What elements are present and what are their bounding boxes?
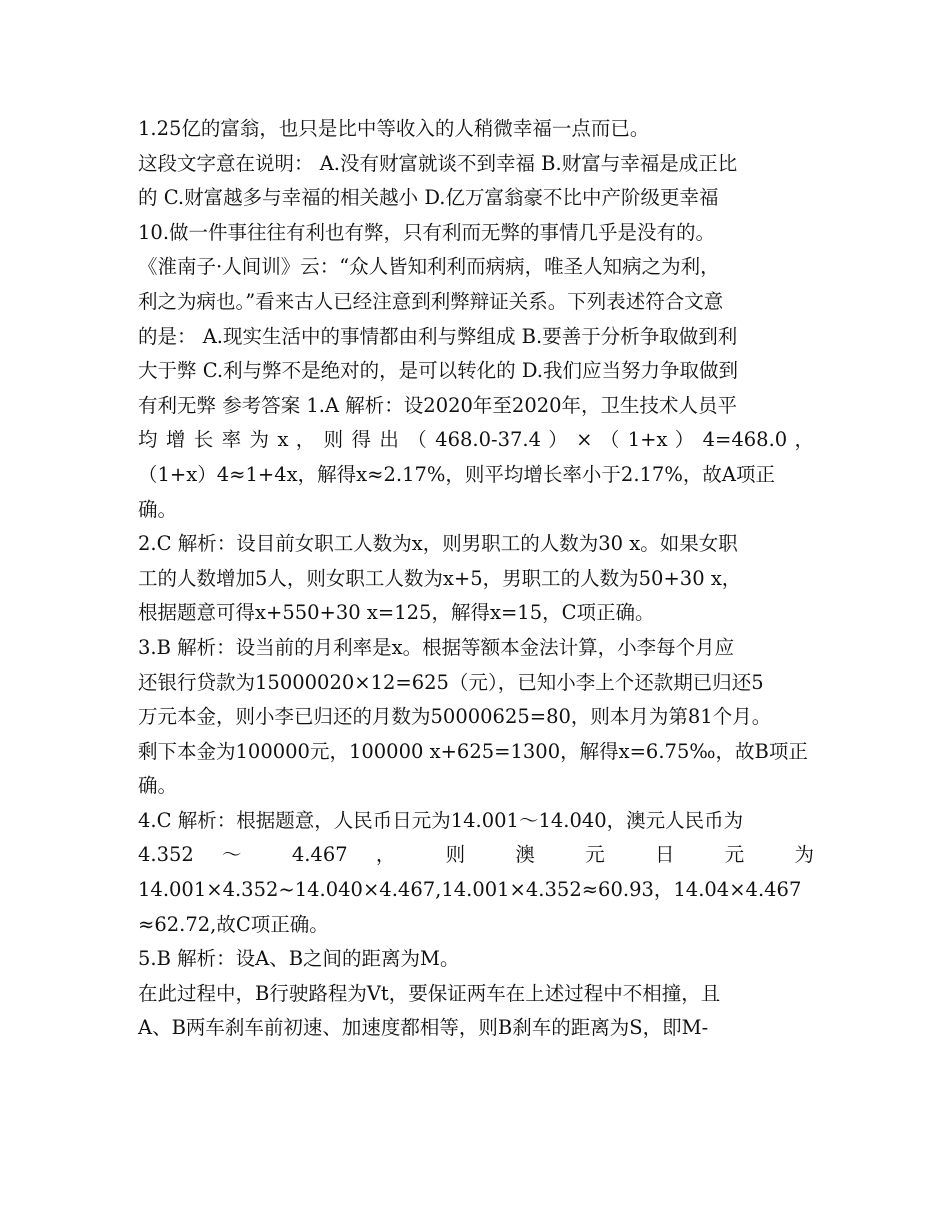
text-line: 10.做一件事往往有利也有弊，只有利而无弊的事情几乎是没有的。 <box>138 220 716 244</box>
text-line: 的是： A.现实生活中的事情都由利与弊组成 B.要善于分析争取做到利 <box>138 324 738 348</box>
text-line: 3.B 解析：设当前的月利率是x。根据等额本金法计算，小李每个月应 <box>138 635 735 659</box>
text-line: 《淮南子·人间训》云：“众人皆知利利而病病，唯圣人知病之为利， <box>138 255 720 279</box>
document-body <box>138 112 814 1046</box>
text-line: 万元本金，则小李已归还的月数为50000625=80，则本月为第81个月。 <box>138 705 772 729</box>
text-line: 确。 <box>138 497 178 521</box>
text-line: 14.001×4.352~14.040×4.467,14.001×4.352≈60.93，14.04×4.467 <box>138 878 802 902</box>
text-line: 5.B 解析：设A、B之间的距离为M。 <box>138 947 460 971</box>
text-line: 的 C.财富越多与幸福的相关越小 D.亿万富翁豪不比中产阶级更幸福 <box>138 186 719 210</box>
text-line: 4.C 解析：根据题意，人民币日元为14.001～14.040，澳元人民币为 <box>138 808 744 832</box>
text-line: 均 增 长 率 为 x ， 则 得 出 （ 468.0-37.4 ） × （ 1+x ） 4=468.0 ， <box>138 428 814 452</box>
text-line: 工的人数增加5人，则女职工人数为x+5，男职工的人数为50+30 x， <box>138 566 742 590</box>
text-line: 利之为病也。”看来古人已经注意到利弊辩证关系。下列表述符合文意 <box>138 289 724 313</box>
text-line: 根据题意可得x+550+30 x=125，解得x=15，C项正确。 <box>138 601 655 625</box>
text-line: 确。 <box>138 774 178 798</box>
text-line: 剩下本金为100000元，100000 x+625=1300，解得x=6.75‰，故B项正 <box>138 739 808 763</box>
text-line: 4.352 ～ 4.467 ， 则 澳 元 日 元 为 <box>138 843 814 867</box>
text-line: 大于弊 C.利与弊不是绝对的，是可以转化的 D.我们应当努力争取做到 <box>138 359 738 383</box>
text-line: 还银行贷款为15000020×12=625（元），已知小李上个还款期已归还5 <box>138 670 764 694</box>
text-line: 2.C 解析：设目前女职工人数为x，则男职工的人数为30 x。如果女职 <box>138 532 738 556</box>
text-line: 1.25亿的富翁，也只是比中等收入的人稍微幸福一点而已。 <box>138 117 650 140</box>
text-line: 有利无弊 参考答案 1.A 解析：设2020年至2020年，卫生技术人员平 <box>138 393 738 417</box>
text-line: 在此过程中，B行驶路程为Vt，要保证两车在上述过程中不相撞，且 <box>138 981 721 1005</box>
text-line: ≈62.72,故C项正确。 <box>138 912 329 936</box>
text-line: （1+x）4≈1+4x，解得x≈2.17%，则平均增长率小于2.17%，故A项正 <box>138 462 775 486</box>
text-line: 这段文字意在说明： A.没有财富就谈不到幸福 B.财富与幸福是成正比 <box>138 151 738 175</box>
text-line: A、B两车刹车前初速、加速度都相等，则B刹车的距离为S，即M- <box>138 1016 709 1040</box>
